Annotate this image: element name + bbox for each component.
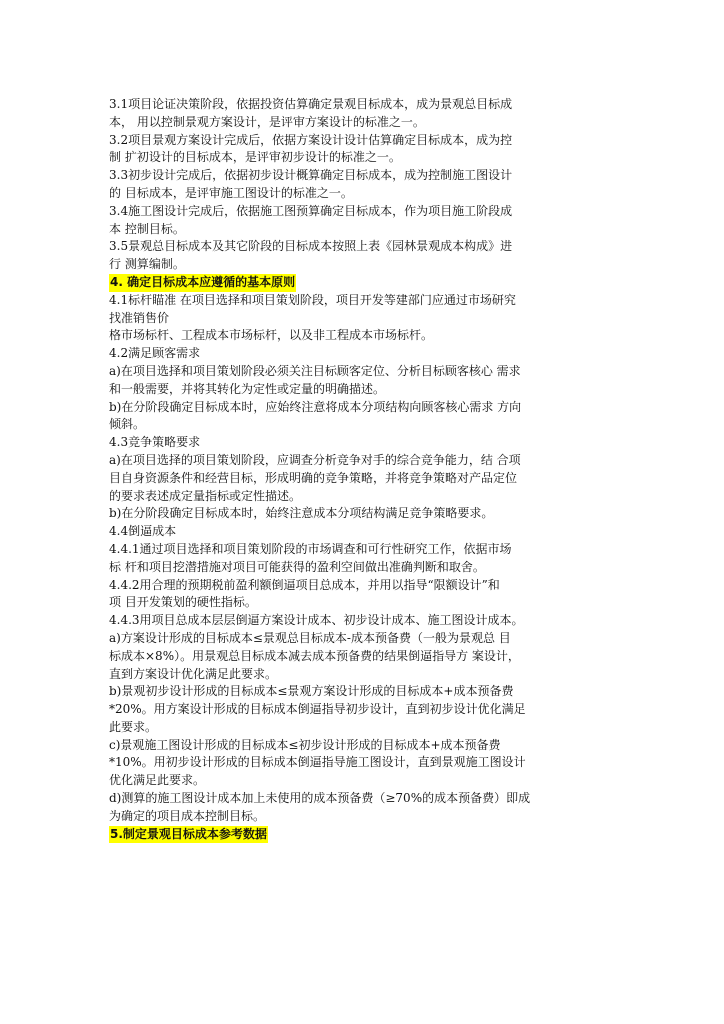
body-text-line: 直到方案设计优化满足此要求。 — [109, 666, 278, 681]
body-text-line: 为确定的项目成本控制目标。 — [109, 808, 266, 823]
body-text-line: 的要求表述成定量指标或定性描述。 — [109, 488, 302, 503]
body-text-line: 倾斜。 — [109, 417, 146, 432]
body-text-line: 3.5景观总目标成本及其它阶段的目标成本按照上表《园林景观成本构成》进 — [109, 239, 513, 254]
body-text-line: 4.1标杆瞄准 在项目选择和项目策划阶段，项目开发等建部门应通过市场研究 — [109, 292, 516, 307]
body-text-line: 4.2满足顾客需求 — [109, 346, 201, 361]
body-text-line: 标成本×8%）。用景观总目标成本减去成本预备费的结果倒逼指导方 案设计， — [109, 648, 520, 663]
body-text-line: b)在分阶段确定目标成本时，始终注意成本分项结构满足竞争策略要求。 — [109, 506, 494, 521]
body-text-line: 的 目标成本，是评审施工图设计的标准之一。 — [109, 185, 353, 200]
body-text-line: 格市场标杆、工程成本市场标杆，以及非工程成本市场标杆。 — [109, 328, 434, 343]
body-text-line: 本， 用以控制景观方案设计，是评审方案设计的标准之一。 — [109, 114, 425, 129]
body-text-line: 3.4施工图设计完成后，依据施工图预算确定目标成本，作为项目施工阶段成 — [109, 203, 513, 218]
section-heading: 4. 确定目标成本应遵循的基本原则 — [109, 274, 296, 292]
body-text-line: *10%。用初步设计形成的目标成本倒逼指导施工图设计，直到景观施工图设计 — [109, 755, 526, 770]
body-text-line: b)在分阶段确定目标成本时，应始终注意将成本分项结构向顾客核心需求 方向 — [109, 399, 522, 414]
body-text-line: 3.1项目论证决策阶段，依据投资估算确定景观目标成本，成为景观总目标成 — [109, 97, 513, 111]
body-text-line: 制 扩初设计的目标成本，是评审初步设计的标准之一。 — [109, 150, 401, 165]
body-text-line: 此要求。 — [109, 719, 158, 734]
section-heading: 5.制定景观目标成本参考数据 — [109, 826, 268, 844]
body-text-line: 3.2项目景观方案设计完成后，依据方案设计设计估算确定目标成本，成为控 — [109, 132, 513, 147]
body-text-line: 本 控制目标。 — [109, 221, 185, 236]
body-text-line: 项 目开发策划的硬性指标。 — [109, 595, 257, 610]
body-text-line: 行 测算编制。 — [109, 257, 185, 272]
body-text-line: 优化满足此要求。 — [109, 773, 206, 788]
document-page — [109, 96, 617, 843]
body-text-line: 4.3竞争策略要求 — [109, 435, 201, 450]
body-text-line: *20%。用方案设计形成的目标成本倒逼指导初步设计，直到初步设计优化满足 — [109, 702, 526, 717]
section-heading-row — [109, 274, 617, 292]
section-heading-row — [109, 826, 617, 844]
body-text-line: 目自身资源条件和经营目标，形成明确的竞争策略，并将竞争策略对产品定位 — [109, 470, 518, 485]
body-text-line: a)方案设计形成的目标成本≤景观总目标成本-成本预备费（一般为景观总 目 — [109, 630, 511, 645]
body-text-line: 找准销售价 — [109, 310, 170, 325]
body-text-line: c)景观施工图设计形成的目标成本≤初步设计形成的目标成本+成本预备费 — [109, 737, 501, 752]
body-text-line: 4.4倒逼成本 — [109, 524, 177, 539]
body-text-line: b)景观初步设计形成的目标成本≤景观方案设计形成的目标成本+成本预备费 — [109, 684, 514, 699]
body-text-line: 标 杆和项目挖潜措施对项目可能获得的盈利空间做出准确判断和取舍。 — [109, 559, 485, 574]
body-text-line: 4.4.3用项目总成本层层倒逼方案设计成本、初步设计成本、施工图设计成本。 — [109, 613, 524, 628]
body-text-line: 3.3初步设计完成后，依据初步设计概算确定目标成本，成为控制施工图设计 — [109, 168, 513, 183]
body-text-line: d)测算的施工图设计成本加上未使用的成本预备费（≥70%的成本预备费）即成 — [109, 791, 531, 806]
body-text-line: 4.4.2用合理的预期税前盈利额倒逼项目总成本，并用以指导“限额设计”和 — [109, 577, 500, 592]
body-text-line: 和一般需要，并将其转化为定性或定量的明确描述。 — [109, 381, 386, 396]
body-text-line: 4.4.1通过项目选择和项目策划阶段的市场调查和可行性研究工作，依据市场 — [109, 541, 512, 556]
body-text-line: a)在项目选择和项目策划阶段必须关注目标顾客定位、分析目标顾客核心 需求 — [109, 363, 521, 378]
body-text-line: a)在项目选择的项目策划阶段，应调查分析竞争对手的综合竞争能力，结 合项 — [109, 452, 521, 467]
